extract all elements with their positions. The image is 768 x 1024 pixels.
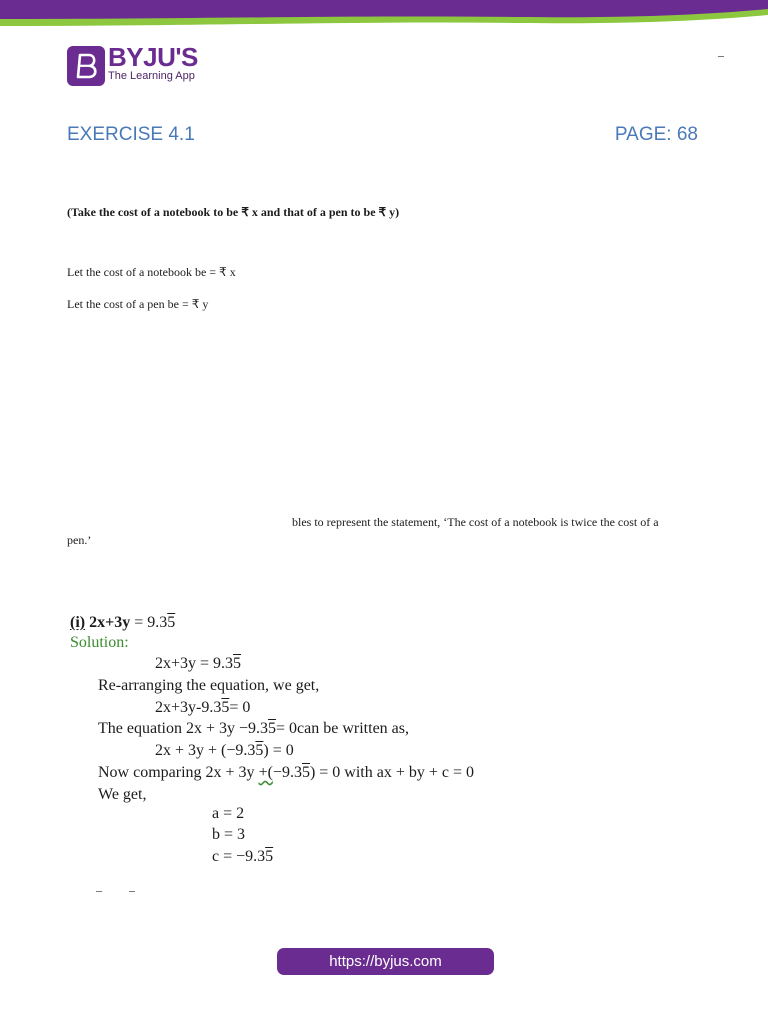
line-text: −9.3 — [272, 764, 302, 781]
repeating-digit: 5 — [233, 655, 242, 672]
line-text: a = 2 — [212, 805, 245, 822]
line-text: 2x+3y = 9.3 — [155, 655, 234, 672]
header-wave-band — [0, 0, 768, 30]
page-number: PAGE: 68 — [614, 124, 698, 145]
line-text-after: = 0can be written as, — [276, 720, 409, 737]
line-text: c = −9.3 — [212, 848, 266, 865]
logo-wordmark: BYJU'S — [108, 42, 198, 72]
statement-line-2: pen.’ — [67, 533, 92, 547]
line-text-lead: Now comparing 2x + 3y — [98, 764, 259, 781]
corner-mark: – — [718, 48, 724, 62]
solution-line — [98, 676, 319, 696]
question-label: (i) — [70, 614, 86, 631]
repeating-digit: 5 — [167, 614, 176, 631]
line-text-after: ) = 0 with ax + by + c = 0 — [309, 764, 475, 781]
solution-heading: Solution: — [70, 634, 129, 651]
logo-tagline: The Learning App — [108, 70, 195, 82]
solution-line — [98, 785, 146, 805]
exercise-title: EXERCISE 4.1 — [67, 124, 195, 145]
line-text: 2x + 3y + (−9.3 — [155, 742, 256, 759]
solution-line — [155, 654, 241, 674]
line-text-after: ) = 0 — [263, 742, 294, 759]
solution-line — [98, 763, 474, 783]
equation-rhs: = 9.3 — [130, 614, 168, 631]
byjus-b-logo-icon — [67, 46, 105, 86]
line-text: b = 3 — [212, 826, 246, 843]
equation-lhs: 2x+3y — [89, 614, 131, 631]
repeating-digit: 5 — [265, 848, 274, 865]
coefficient-c — [212, 847, 273, 867]
solution-line — [98, 719, 409, 739]
line-text: We get, — [98, 786, 147, 803]
repeating-digit: 5 — [268, 720, 277, 737]
statement-line-1: bles to represent the statement, ‘The cost of a notebook is twice the cost of a — [292, 515, 659, 529]
question-i — [70, 613, 175, 633]
line-text-after: = 0 — [229, 699, 251, 716]
footnote-mark: – — [129, 883, 135, 897]
definition-pen: Let the cost of a pen be = ₹ y — [67, 297, 209, 311]
coefficient-b — [212, 825, 245, 845]
spellcheck-underlined-text: +( — [258, 764, 273, 781]
instruction-text: (Take the cost of a notebook to be ₹ x and that of a pen to be ₹ y) — [67, 205, 400, 219]
repeating-digit: 5 — [301, 764, 310, 781]
line-text: 2x+3y-9.3 — [155, 699, 222, 716]
coefficient-a — [212, 804, 244, 824]
footnote-mark: – — [96, 883, 102, 897]
definition-notebook: Let the cost of a notebook be = ₹ x — [67, 265, 236, 279]
line-text: Re-arranging the equation, we get, — [98, 677, 320, 694]
footer-website-link[interactable]: https://byjus.com — [277, 948, 494, 975]
solution-line — [155, 741, 294, 761]
repeating-digit: 5 — [255, 742, 264, 759]
line-text: The equation 2x + 3y −9.3 — [98, 720, 269, 737]
solution-line — [155, 698, 250, 718]
repeating-digit: 5 — [221, 699, 230, 716]
